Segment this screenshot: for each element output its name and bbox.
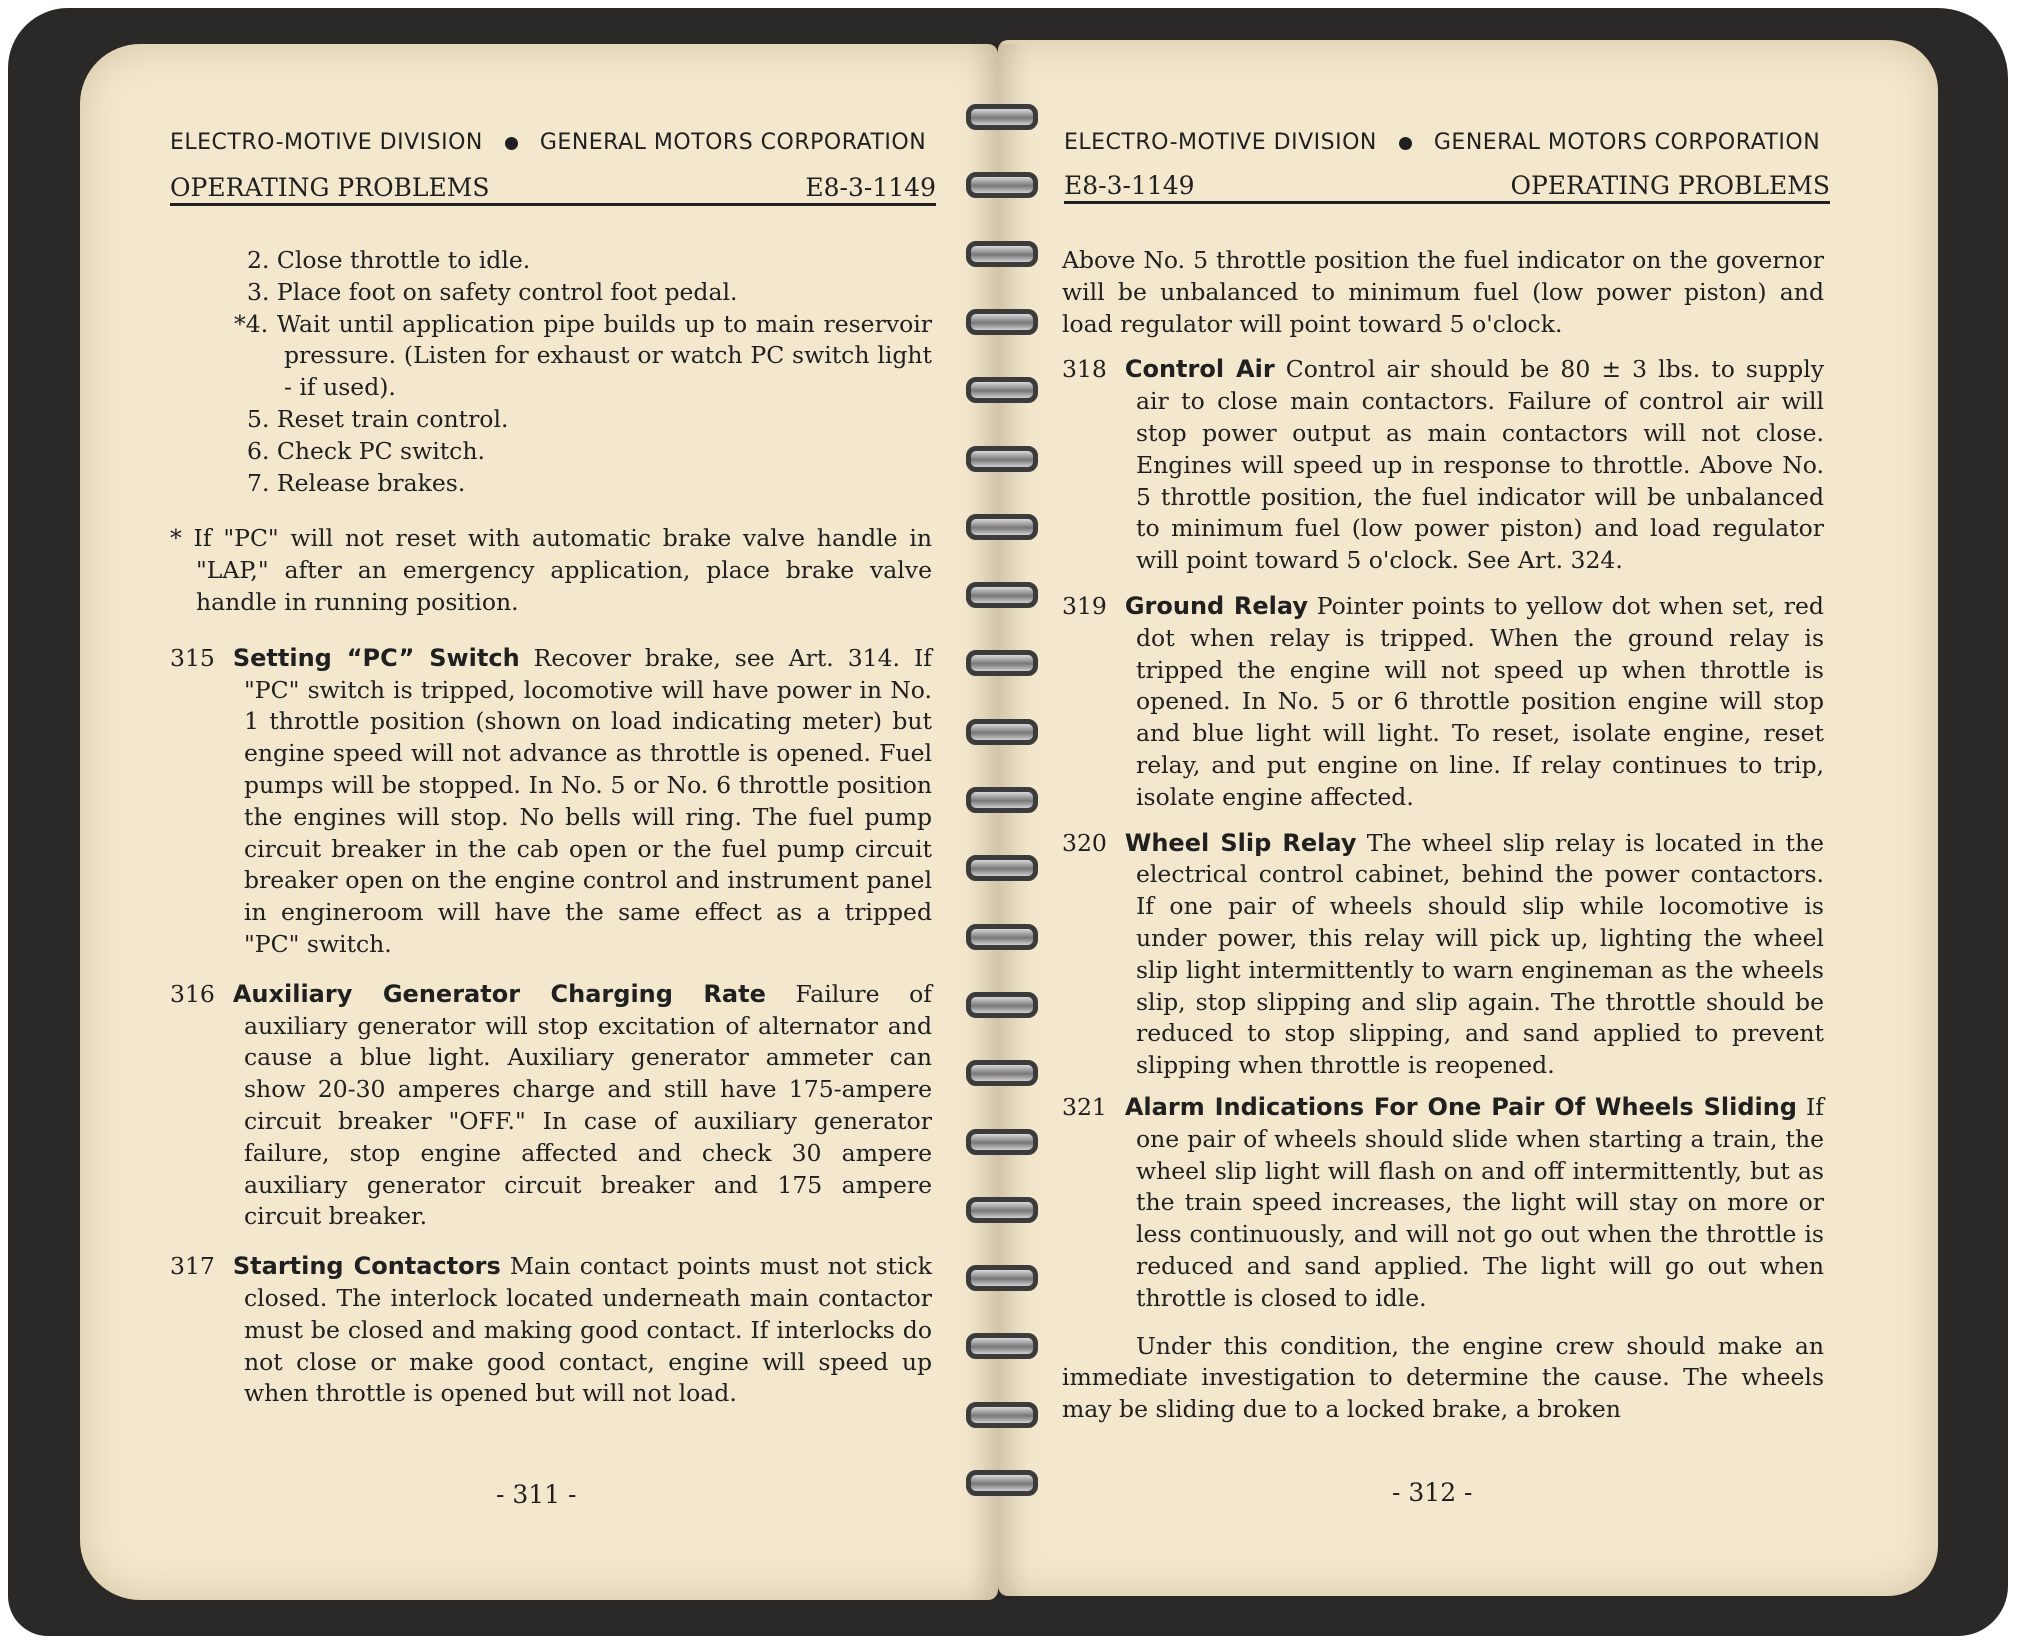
article-title: Wheel Slip Relay xyxy=(1124,828,1357,857)
corporation-name: GENERAL MOTORS CORPORATION xyxy=(539,130,927,155)
binding-coil xyxy=(966,1060,1038,1086)
article-text: Recover brake, see Art. 314. If "PC" switch is tripped, locomotive will have power in No. 1 throttle position (shown on load indicating meter) but engine speed will not advance as throttle is opened. Fuel pumps will be stopped. In No. 5 or No. 6 throttle position the engines will stop. No bells will ring. The fuel pump circuit breaker in the cab open or the fuel pump circuit breaker open on the engine control and instrument panel in engineroom will have the same effect as a tripped "PC" switch. xyxy=(244,643,932,958)
binding-coil xyxy=(966,446,1038,472)
article-317 xyxy=(170,1251,932,1410)
binding-coil xyxy=(966,1197,1038,1223)
step-item: 3. Place foot on safety control foot pedal. xyxy=(247,277,738,306)
article-title: Control Air xyxy=(1124,355,1275,384)
article-title: Auxiliary Generator Charging Rate xyxy=(232,979,766,1008)
company-name: ELECTRO-MOTIVE DIVISION xyxy=(1064,130,1377,155)
binding-coil xyxy=(966,855,1038,881)
binding-coil xyxy=(966,172,1038,198)
article-text: Failure of auxiliary generator will stop excitation of alternator and cause a blue light. Auxiliary generator ammeter can show 20-30 amperes charge and still have 175-ampere circuit breaker "OFF." In case of auxiliary generator failure, stop engine affected and check 30 ampere auxiliary generator circuit breaker and 175 ampere circuit breaker. xyxy=(244,979,932,1231)
running-header-right xyxy=(1064,130,1820,155)
left-page-body xyxy=(170,245,932,1410)
article-319 xyxy=(1062,591,1824,814)
article-321 xyxy=(1062,1092,1824,1315)
step-item: *4. Wait until application pipe builds up to main reservoir pressure. (Listen for exhaust or watch PC switch light - if used). xyxy=(234,309,932,402)
binding-coil xyxy=(966,582,1038,608)
article-text: If one pair of wheels should slide when starting a train, the wheel slip light will flash on and off intermittently, but as the train speed increases, the light will stay on more or less continuously, and will not go out when the throttle is reduced and sand applied. The light will go out when throttle is closed to idle. xyxy=(1136,1092,1824,1312)
step-item: 5. Reset train control. xyxy=(247,404,509,433)
article-number: 320 xyxy=(1062,828,1107,857)
page-number-right: - 312 - xyxy=(1392,1478,1473,1507)
section-title: OPERATING PROBLEMS xyxy=(1510,171,1830,200)
bullet-icon xyxy=(505,137,518,150)
article-number: 321 xyxy=(1062,1092,1107,1121)
binding-coil xyxy=(966,787,1038,813)
corporation-name: GENERAL MOTORS CORPORATION xyxy=(1433,130,1821,155)
article-text: Control air should be 80 ± 3 lbs. to supply air to close main contactors. Failure of control air will stop power output as main contactors will not close. Engines will speed up in response to throttle. Above No. 5 throttle position, the fuel indicator will be unbalanced to minimum fuel (low power piston) and load regulator will point toward 5 o'clock. See Art. 324. xyxy=(1136,355,1825,575)
page-number-left: - 311 - xyxy=(496,1480,577,1509)
article-320 xyxy=(1062,828,1824,1082)
manual-code: E8-3-1149 xyxy=(1064,171,1195,200)
binding-coil xyxy=(966,924,1038,950)
binding-coil xyxy=(966,1402,1038,1428)
article-number: 315 xyxy=(170,643,215,672)
intro-paragraph: Above No. 5 throttle position the fuel indicator on the governor will be unbalanced to minimum fuel (low power piston) and load regulator will point toward 5 o'clock. xyxy=(1062,246,1824,338)
company-name: ELECTRO-MOTIVE DIVISION xyxy=(170,130,483,155)
article-text: The wheel slip relay is located in the electrical control cabinet, behind the power contactors. If one pair of wheels should slip while locomotive is under power, this relay will pick up, lighting the wheel slip light intermittently to warn engineman as the wheels slip, stop slipping and slip again. The throttle should be reduced to stop slipping, and sand applied to prevent slipping when throttle is reopened. xyxy=(1136,828,1824,1080)
article-title: Ground Relay xyxy=(1124,591,1308,620)
binding-coil xyxy=(966,241,1038,267)
binding-coil xyxy=(966,650,1038,676)
binding-coil xyxy=(966,1333,1038,1359)
running-header-left xyxy=(170,130,926,155)
article-text: Main contact points must not stick closed. The interlock located underneath main contactor must be closed and making good contact. If interlocks do not close or make good contact, engine will speed up when throttle is opened but will not load. xyxy=(244,1252,932,1408)
binding-coil xyxy=(966,377,1038,403)
binding-coil xyxy=(966,1470,1038,1496)
binding-coil xyxy=(966,104,1038,130)
binding-coil xyxy=(966,514,1038,540)
article-title: Setting “PC” Switch xyxy=(232,643,520,672)
article-318 xyxy=(1062,354,1824,577)
binding-coil xyxy=(966,719,1038,745)
binding-coil xyxy=(966,1265,1038,1291)
section-header-right xyxy=(1064,170,1830,204)
page-gutter xyxy=(968,44,1028,1600)
article-315 xyxy=(170,643,932,961)
right-page-body xyxy=(1062,245,1824,1426)
manual-code: E8-3-1149 xyxy=(805,173,936,202)
article-316 xyxy=(170,979,932,1233)
binding-coil xyxy=(966,1129,1038,1155)
section-title: OPERATING PROBLEMS xyxy=(170,173,490,202)
section-header-left xyxy=(170,172,936,206)
bullet-icon xyxy=(1399,137,1412,150)
step-item: 6. Check PC switch. xyxy=(247,436,485,465)
binding-coil xyxy=(966,309,1038,335)
article-number: 317 xyxy=(170,1252,215,1281)
article-title: Alarm Indications For One Pair Of Wheels Sliding xyxy=(1124,1092,1797,1121)
step-item: 2. Close throttle to idle. xyxy=(247,246,531,274)
binding-coil xyxy=(966,992,1038,1018)
article-number: 316 xyxy=(170,979,215,1008)
article-number: 318 xyxy=(1062,355,1107,384)
article-number: 319 xyxy=(1062,591,1107,620)
footnote: * If "PC" will not reset with automatic brake valve handle in "LAP," after an emergency application, place brake valve handle in running position. xyxy=(170,524,932,616)
article-text: Pointer points to yellow dot when set, red dot when relay is tripped. When the ground relay is tripped the engine will not speed up when throttle is opened. In No. 5 or 6 throttle position engine will stop and blue light will light. To reset, isolate engine, reset relay, and put engine on line. If relay continues to trip, isolate engine affected. xyxy=(1136,591,1824,811)
closing-paragraph: Under this condition, the engine crew should make an immediate investigation to determine the cause. The wheels may be sliding due to a locked brake, a broken xyxy=(1062,1331,1824,1424)
step-item: 7. Release brakes. xyxy=(247,468,466,497)
article-title: Starting Contactors xyxy=(232,1252,501,1281)
